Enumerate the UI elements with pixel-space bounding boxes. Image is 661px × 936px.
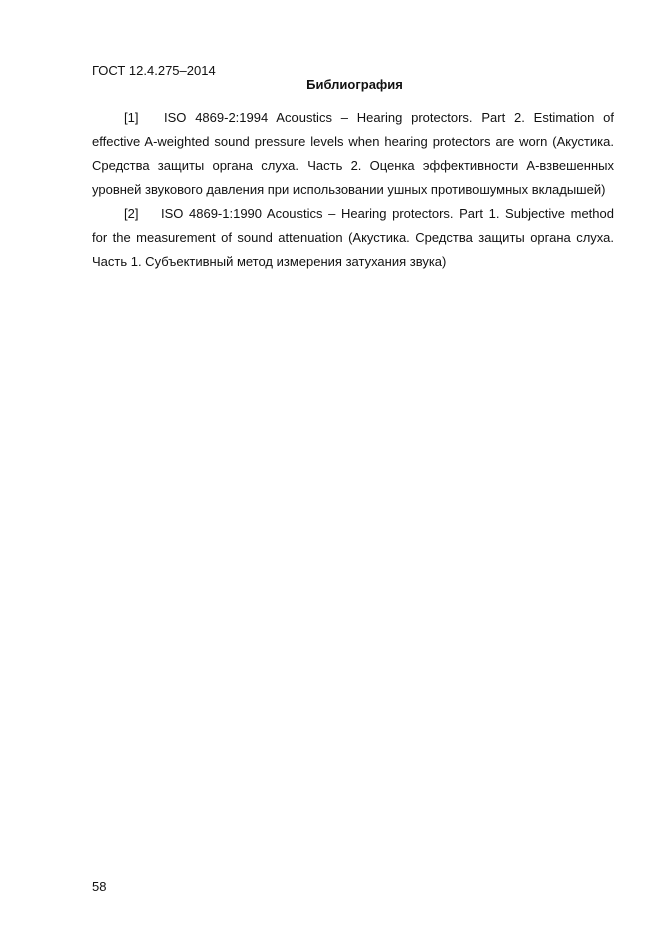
entry-text: ISO 4869-2:1994 Acoustics – Hearing protectors. Part 2. Estimation of effective A-weighted sound pressure levels when hearing protectors are worn (Акустика. Средства защиты органа слуха. Часть 2. Оценка эффективности А-взвешенных уровней звукового давления при использовании ушных противошумных вкладышей) [92, 110, 614, 197]
entry-number: [1] [124, 110, 139, 125]
page-number: 58 [92, 879, 107, 894]
bibliography-entry [92, 202, 614, 274]
section-title: Библиография [306, 77, 403, 92]
entry-text: ISO 4869-1:1990 Acoustics – Hearing protectors. Part 1. Subjective method for the measurement of sound attenuation (Акустика. Средства защиты органа слуха. Часть 1. Субъективный метод измерения затухания звука) [92, 206, 614, 269]
bibliography-entry [92, 106, 614, 202]
document-code: ГОСТ 12.4.275–2014 [92, 63, 216, 78]
entry-number: [2] [124, 206, 139, 221]
bibliography-list [92, 106, 614, 274]
